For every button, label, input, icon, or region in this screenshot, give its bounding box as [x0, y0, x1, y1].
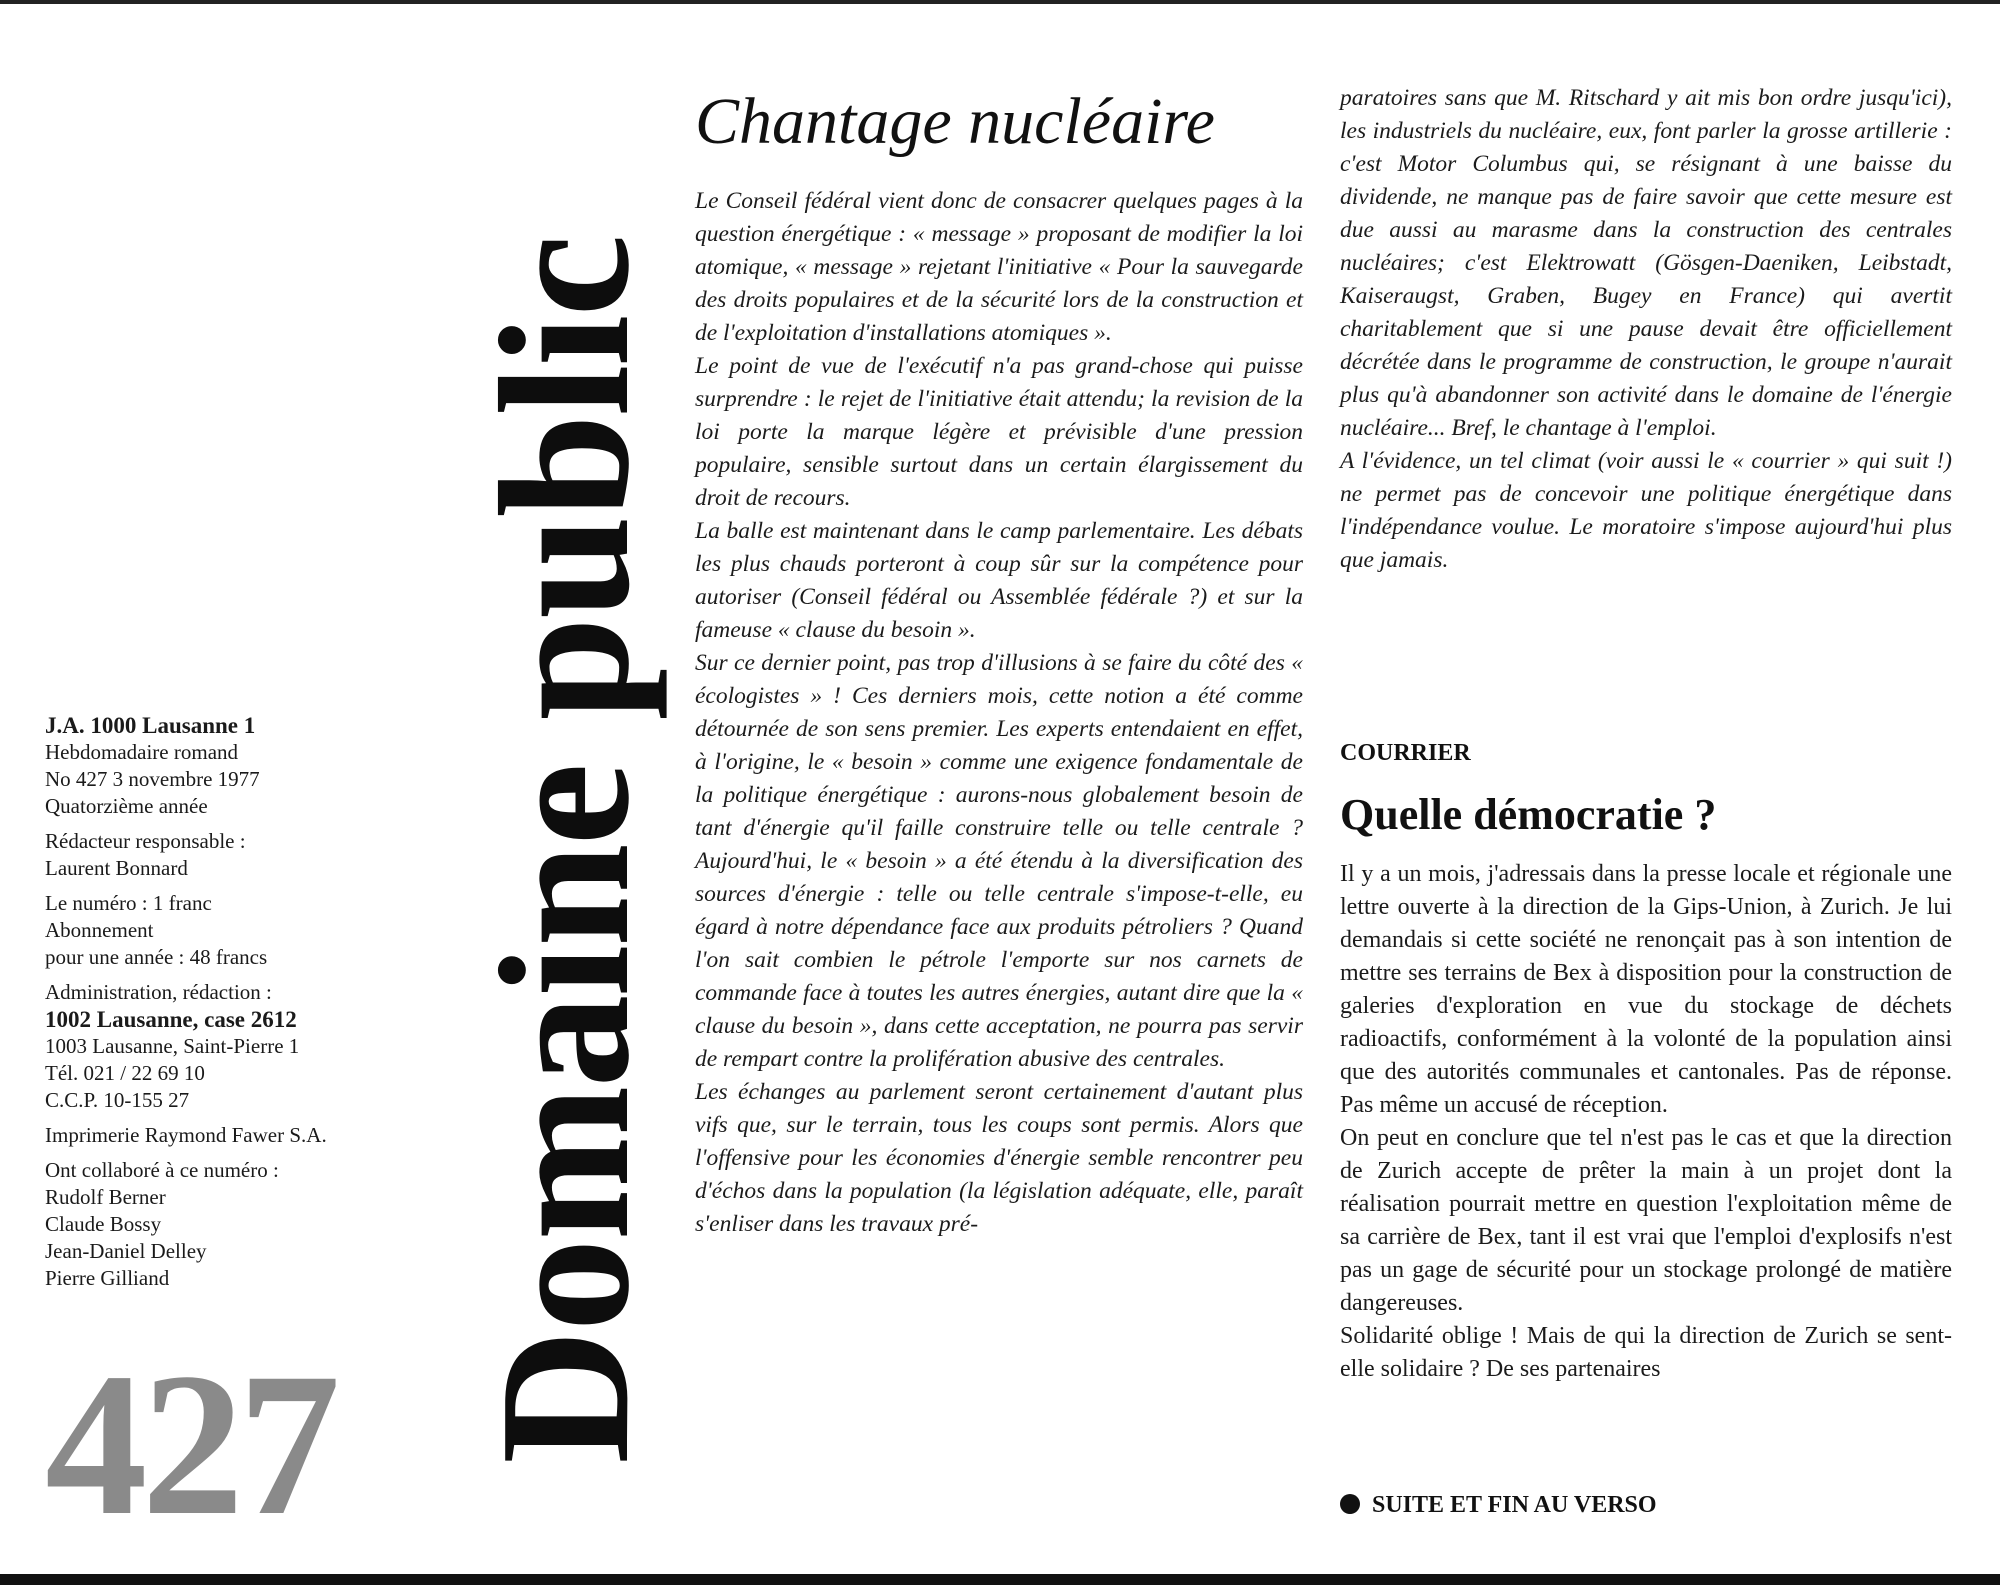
issue-date: No 427 3 novembre 1977: [45, 767, 260, 791]
publication-type: Hebdomadaire romand: [45, 740, 239, 764]
paragraph: Solidarité oblige ! Mais de qui la direction de Zurich se sent-elle solidaire ? De ses partenaires: [1340, 1323, 1952, 1382]
paragraph: Le Conseil fédéral vient donc de consacrer quelques pages à la question énergétique : « message » proposant de modifier la loi atomique, « message » rejetant l'initiative « Pour la sauvegarde des droits populaires et de la sécurité lors de la construction et de l'exploitation d'installations atomiques ».: [695, 188, 1303, 346]
article-title: Chantage nucléaire: [695, 85, 1215, 158]
paragraph: La balle est maintenant dans le camp parlementaire. Les débats les plus chauds porteront à coup sûr sur la compétence pour autoriser (Conseil fédéral ou Assemblée fédérale ?) et sur la fameuse « clause du besoin ».: [695, 518, 1303, 643]
postal-line: J.A. 1000 Lausanne 1: [45, 713, 256, 738]
contributor: Pierre Gilliand: [45, 1266, 170, 1290]
continued-text: SUITE ET FIN AU VERSO: [1372, 1492, 1657, 1518]
paragraph: Le point de vue de l'exécutif n'a pas grand-chose qui puisse surprendre : le rejet de l'initiative était attendu; la revision de la loi porte la marque légère et prévisible d'une pression populaire, sensible surtout dans un certain élargissement du droit de recours.: [695, 353, 1303, 511]
bullet-icon: [1340, 1494, 1360, 1514]
editor-label: Rédacteur responsable :: [45, 829, 246, 853]
contributor: Claude Bossy: [45, 1212, 162, 1236]
issue-number: 427: [45, 1331, 335, 1558]
letter-title: Quelle démocratie ?: [1340, 790, 1717, 839]
letter-body: [1340, 858, 1952, 1386]
publication-info: [45, 712, 415, 1300]
postal-address: 1002 Lausanne, case 2612: [45, 1007, 297, 1032]
paragraph: paratoires sans que M. Ritschard y ait mis bon ordre jusqu'ici), les industriels du nucléaire, eux, font parler la grosse artillerie : c'est Motor Columbus qui, se résignant à une baisse du dividende, ne manque pas de faire savoir que cette mesure est due aussi au marasme dans la construction des centrales nucléaires; c'est Elektrowatt (Gösgen-Daeniken, Leibstadt, Kaiseraugst, Graben, Bugey en France) qui avertit charitablement que si une pause devait être officiellement décrétée dans le programme de construction, le groupe n'aurait plus qu'à abandonner son activité dans le domaine de l'énergie nucléaire... Bref, le chantage à l'emploi.: [1340, 85, 1952, 441]
bottom-rule: [0, 1574, 2000, 1585]
volume-year: Quatorzième année: [45, 794, 208, 818]
top-rule: [0, 0, 2000, 4]
contributors-label: Ont collaboré à ce numéro :: [45, 1158, 279, 1182]
administration-label: Administration, rédaction :: [45, 980, 272, 1004]
subscription-label: Abonnement: [45, 918, 154, 942]
masthead-title: Domaine public: [462, 236, 668, 1464]
price: Le numéro : 1 franc: [45, 891, 212, 915]
paragraph: On peut en conclure que tel n'est pas le cas et que la direction de Zurich accepte de prêter la main à un projet dont la réalisation pourrait mettre en question l'exploitation même de sa carrière de Bex, tant il est vrai que l'emploi d'explosifs n'est pas un gage de sécurité pour un stockage prolongé de matière dangereuses.: [1340, 1125, 1952, 1316]
contributor: Jean-Daniel Delley: [45, 1239, 207, 1263]
paragraph: Sur ce dernier point, pas trop d'illusions à se faire du côté des « écologistes » ! Ces derniers mois, cette notion a été comme détournée de son sens premier. Les experts entendaient en effet, à l'origine, le « besoin » comme une exigence fondamentale de la politique énergétique : aurons-nous globalement besoin de tant d'énergie qu'il faille construire telle ou telle centrale ? Aujourd'hui, le « besoin » a été étendu à la diversification des sources d'énergie : telle ou telle centrale s'impose-t-elle, eu égard à notre dépendance face aux produits pétroliers ? Quand l'on sait combien le pétrole l'emporte sur nos carnets de commande face à toutes les autres énergies, autant dire que la « clause du besoin », dans cette acceptation, ne pourra pas servir de rempart contre la prolifération abusive des centrales.: [695, 650, 1303, 1072]
printer: Imprimerie Raymond Fawer S.A.: [45, 1123, 327, 1147]
article-column-1: [695, 185, 1303, 1241]
paragraph: A l'évidence, un tel climat (voir aussi le « courrier » qui suit !) ne permet pas de concevoir une politique énergétique dans l'indépendance voulue. Le moratoire s'impose aujourd'hui plus que jamais.: [1340, 448, 1952, 573]
masthead-container: [455, 160, 675, 1540]
street-address: 1003 Lausanne, Saint-Pierre 1: [45, 1034, 300, 1058]
contributor: Rudolf Berner: [45, 1185, 166, 1209]
continued-notice: [1340, 1492, 1657, 1519]
editor-name: Laurent Bonnard: [45, 856, 188, 880]
postal-account: C.C.P. 10-155 27: [45, 1088, 190, 1112]
paragraph: Il y a un mois, j'adressais dans la presse locale et régionale une lettre ouverte à la direction de la Gips-Union, à Zurich. Je lui demandais si cette société ne renonçait pas à son intention de mettre ses terrains de Bex à disposition pour la construction de galeries d'exploration en vue du stockage de déchets radioactifs, conformément à la volonté de la population ainsi que des autorités communales et cantonales. Pas de réponse. Pas même un accusé de réception.: [1340, 861, 1952, 1118]
subscription-price: pour une année : 48 francs: [45, 945, 268, 969]
paragraph: Les échanges au parlement seront certainement d'autant plus vifs que, sur le terrain, tous les coups sont permis. Alors que l'offensive pour les économies d'énergie semble rencontrer peu d'échos dans la population (la législation adéquate, elle, paraît s'enliser dans les travaux pré-: [695, 1079, 1303, 1237]
article-column-2: [1340, 82, 1952, 577]
phone: Tél. 021 / 22 69 10: [45, 1061, 205, 1085]
section-label: COURRIER: [1340, 740, 1471, 766]
